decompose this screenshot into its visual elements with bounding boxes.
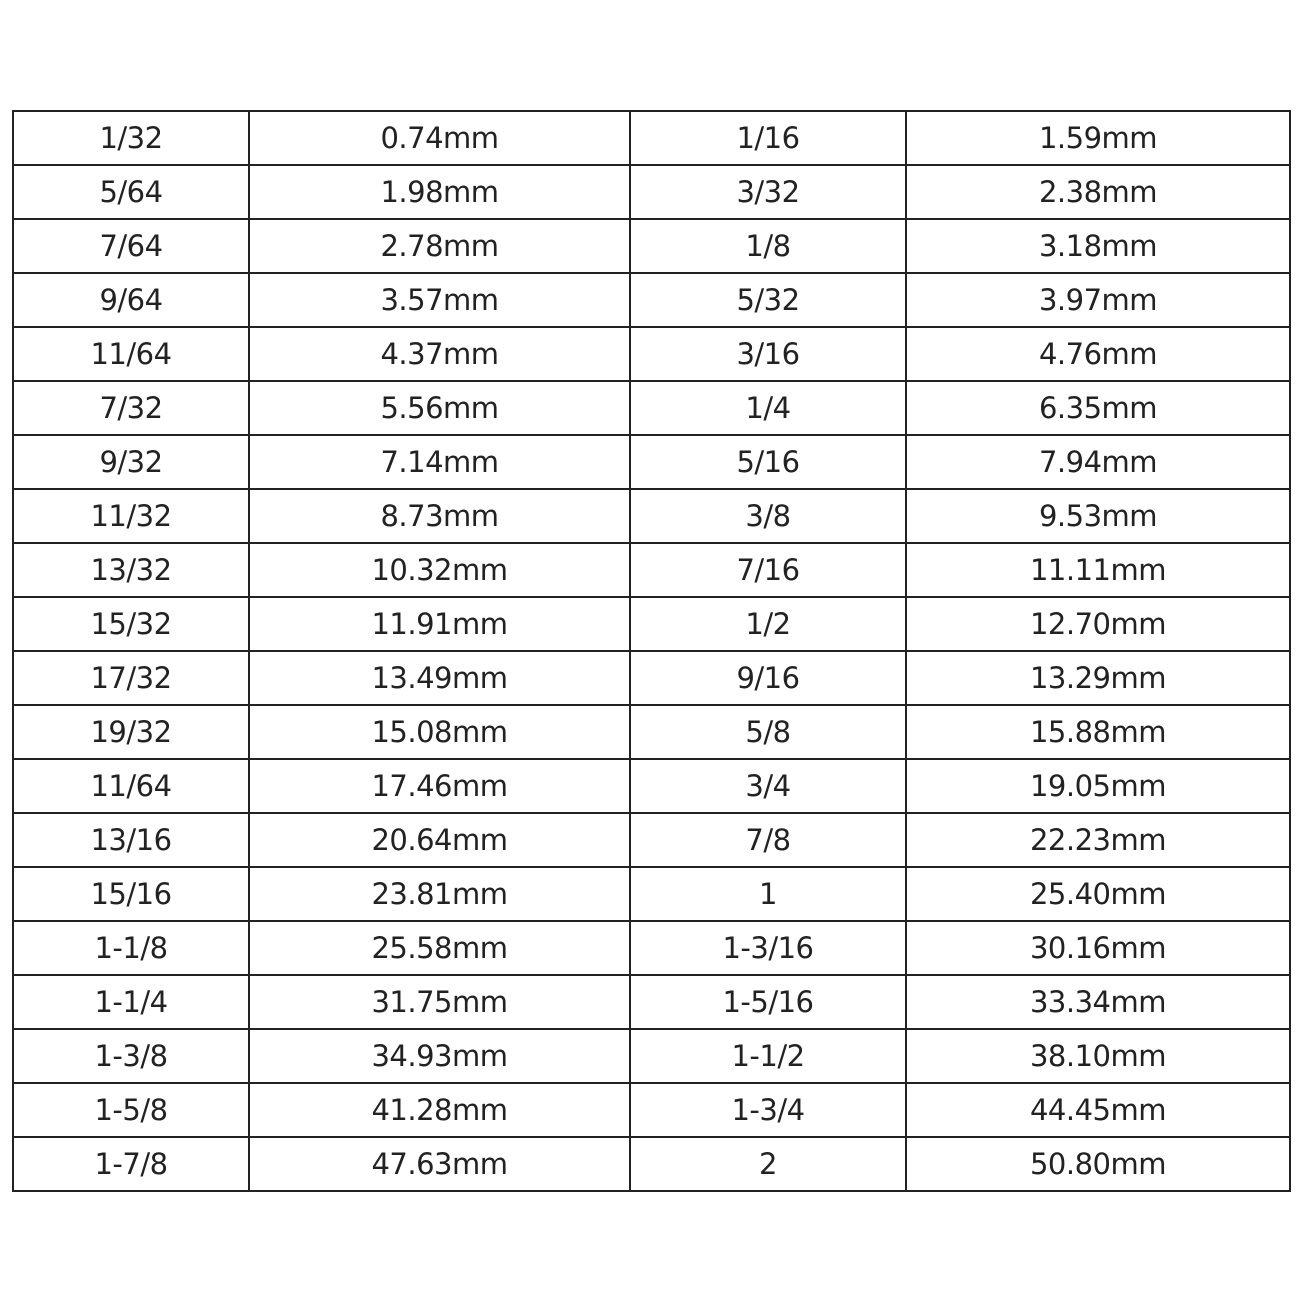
mm-size-cell: 23.81mm bbox=[249, 867, 630, 921]
mm-size-cell: 7.14mm bbox=[249, 435, 630, 489]
mm-size-cell: 3.18mm bbox=[906, 219, 1290, 273]
inch-size-cell: 1-3/8 bbox=[13, 1029, 249, 1083]
inch-size-cell: 5/64 bbox=[13, 165, 249, 219]
mm-size-cell: 15.88mm bbox=[906, 705, 1290, 759]
table-row bbox=[13, 759, 1290, 813]
inch-size-cell: 11/32 bbox=[13, 489, 249, 543]
inch-size-cell: 5/32 bbox=[630, 273, 906, 327]
mm-size-cell: 25.40mm bbox=[906, 867, 1290, 921]
size-conversion-table bbox=[12, 110, 1291, 1192]
mm-size-cell: 50.80mm bbox=[906, 1137, 1290, 1191]
table-row bbox=[13, 975, 1290, 1029]
mm-size-cell: 12.70mm bbox=[906, 597, 1290, 651]
inch-size-cell: 11/64 bbox=[13, 327, 249, 381]
inch-size-cell: 1-7/8 bbox=[13, 1137, 249, 1191]
inch-size-cell: 1-1/8 bbox=[13, 921, 249, 975]
mm-size-cell: 13.29mm bbox=[906, 651, 1290, 705]
mm-size-cell: 15.08mm bbox=[249, 705, 630, 759]
inch-size-cell: 19/32 bbox=[13, 705, 249, 759]
inch-size-cell: 7/16 bbox=[630, 543, 906, 597]
table-row bbox=[13, 111, 1290, 165]
table-row bbox=[13, 489, 1290, 543]
table-row bbox=[13, 921, 1290, 975]
mm-size-cell: 1.98mm bbox=[249, 165, 630, 219]
mm-size-cell: 2.78mm bbox=[249, 219, 630, 273]
inch-size-cell: 15/16 bbox=[13, 867, 249, 921]
inch-size-cell: 1/8 bbox=[630, 219, 906, 273]
mm-size-cell: 1.59mm bbox=[906, 111, 1290, 165]
inch-size-cell: 7/8 bbox=[630, 813, 906, 867]
mm-size-cell: 33.34mm bbox=[906, 975, 1290, 1029]
table-row bbox=[13, 327, 1290, 381]
mm-size-cell: 34.93mm bbox=[249, 1029, 630, 1083]
table-row bbox=[13, 543, 1290, 597]
inch-size-cell: 1/32 bbox=[13, 111, 249, 165]
inch-size-cell: 3/32 bbox=[630, 165, 906, 219]
mm-size-cell: 41.28mm bbox=[249, 1083, 630, 1137]
mm-size-cell: 5.56mm bbox=[249, 381, 630, 435]
table-row bbox=[13, 597, 1290, 651]
mm-size-cell: 25.58mm bbox=[249, 921, 630, 975]
inch-size-cell: 17/32 bbox=[13, 651, 249, 705]
mm-size-cell: 6.35mm bbox=[906, 381, 1290, 435]
inch-size-cell: 1-1/4 bbox=[13, 975, 249, 1029]
mm-size-cell: 47.63mm bbox=[249, 1137, 630, 1191]
table-row bbox=[13, 1137, 1290, 1191]
table-body bbox=[13, 111, 1290, 1191]
mm-size-cell: 8.73mm bbox=[249, 489, 630, 543]
inch-size-cell: 7/64 bbox=[13, 219, 249, 273]
mm-size-cell: 19.05mm bbox=[906, 759, 1290, 813]
table-row bbox=[13, 165, 1290, 219]
inch-size-cell: 1-5/8 bbox=[13, 1083, 249, 1137]
inch-size-cell: 1-1/2 bbox=[630, 1029, 906, 1083]
table-row bbox=[13, 219, 1290, 273]
mm-size-cell: 4.37mm bbox=[249, 327, 630, 381]
mm-size-cell: 22.23mm bbox=[906, 813, 1290, 867]
table-row bbox=[13, 813, 1290, 867]
table-row bbox=[13, 381, 1290, 435]
inch-size-cell: 15/32 bbox=[13, 597, 249, 651]
mm-size-cell: 38.10mm bbox=[906, 1029, 1290, 1083]
mm-size-cell: 13.49mm bbox=[249, 651, 630, 705]
inch-size-cell: 9/16 bbox=[630, 651, 906, 705]
mm-size-cell: 0.74mm bbox=[249, 111, 630, 165]
mm-size-cell: 3.57mm bbox=[249, 273, 630, 327]
inch-size-cell: 9/64 bbox=[13, 273, 249, 327]
mm-size-cell: 10.32mm bbox=[249, 543, 630, 597]
inch-size-cell: 1/4 bbox=[630, 381, 906, 435]
inch-size-cell: 1/16 bbox=[630, 111, 906, 165]
inch-size-cell: 13/32 bbox=[13, 543, 249, 597]
inch-size-cell: 1 bbox=[630, 867, 906, 921]
inch-size-cell: 3/16 bbox=[630, 327, 906, 381]
table-row bbox=[13, 435, 1290, 489]
mm-size-cell: 2.38mm bbox=[906, 165, 1290, 219]
mm-size-cell: 11.11mm bbox=[906, 543, 1290, 597]
inch-size-cell: 2 bbox=[630, 1137, 906, 1191]
inch-size-cell: 13/16 bbox=[13, 813, 249, 867]
inch-size-cell: 3/8 bbox=[630, 489, 906, 543]
mm-size-cell: 20.64mm bbox=[249, 813, 630, 867]
mm-size-cell: 31.75mm bbox=[249, 975, 630, 1029]
mm-size-cell: 4.76mm bbox=[906, 327, 1290, 381]
inch-size-cell: 9/32 bbox=[13, 435, 249, 489]
mm-size-cell: 17.46mm bbox=[249, 759, 630, 813]
inch-size-cell: 3/4 bbox=[630, 759, 906, 813]
mm-size-cell: 44.45mm bbox=[906, 1083, 1290, 1137]
inch-size-cell: 11/64 bbox=[13, 759, 249, 813]
table-row bbox=[13, 1029, 1290, 1083]
inch-size-cell: 1-3/4 bbox=[630, 1083, 906, 1137]
mm-size-cell: 7.94mm bbox=[906, 435, 1290, 489]
table-row bbox=[13, 705, 1290, 759]
table-row bbox=[13, 1083, 1290, 1137]
mm-size-cell: 11.91mm bbox=[249, 597, 630, 651]
table-row bbox=[13, 867, 1290, 921]
mm-size-cell: 9.53mm bbox=[906, 489, 1290, 543]
inch-size-cell: 5/16 bbox=[630, 435, 906, 489]
table-row bbox=[13, 273, 1290, 327]
inch-size-cell: 5/8 bbox=[630, 705, 906, 759]
inch-size-cell: 7/32 bbox=[13, 381, 249, 435]
inch-size-cell: 1-5/16 bbox=[630, 975, 906, 1029]
mm-size-cell: 3.97mm bbox=[906, 273, 1290, 327]
inch-size-cell: 1-3/16 bbox=[630, 921, 906, 975]
inch-size-cell: 1/2 bbox=[630, 597, 906, 651]
mm-size-cell: 30.16mm bbox=[906, 921, 1290, 975]
table-row bbox=[13, 651, 1290, 705]
